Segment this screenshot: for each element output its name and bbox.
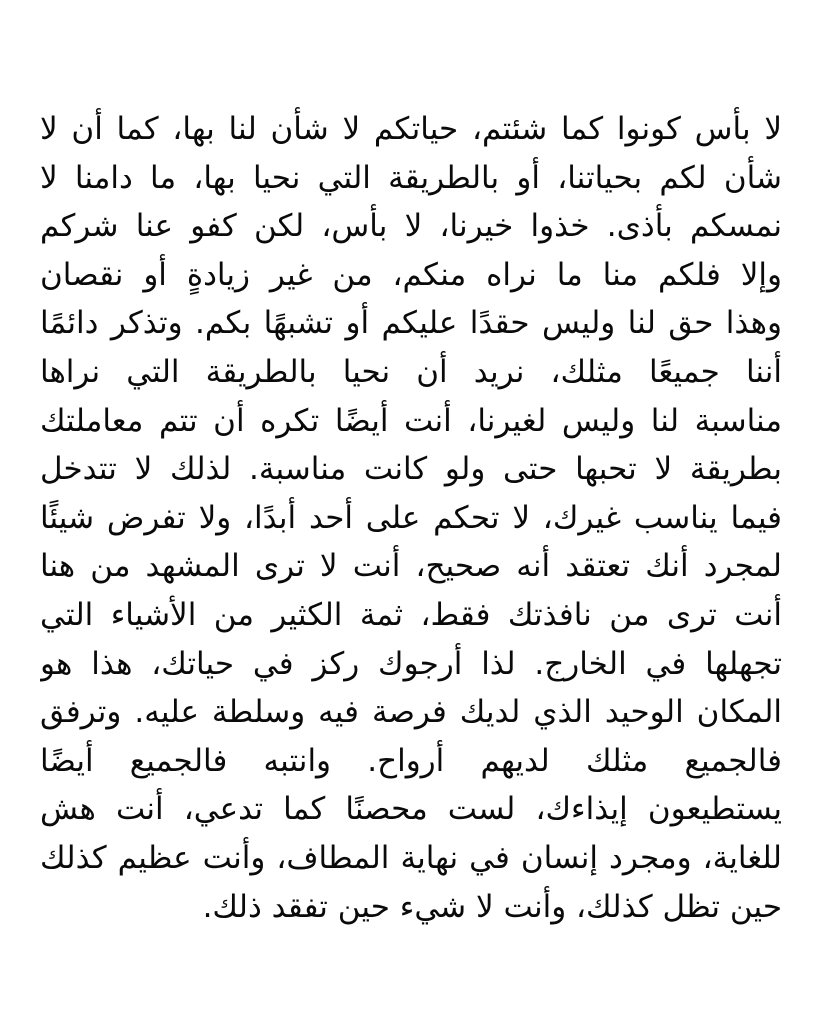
text-line: أننا جميعًا مثلك، نريد أن نحيا بالطريقة التي نراها: [40, 353, 782, 390]
text-line: للغاية، ومجرد إنسان في نهاية المطاف، وأنت عظيم كذلك: [40, 839, 782, 876]
text-line: لمجرد أنك تعتقد أنه صحيح، أنت لا ترى المشهد من هنا: [40, 548, 782, 585]
text-line: بطريقة لا تحبها حتى ولو كانت مناسبة. لذلك لا تتدخل: [40, 451, 782, 488]
text-line: فالجميع مثلك لديهم أرواح. وانتبه فالجميع أيضًا: [40, 742, 782, 779]
text-line: شأن لكم بحياتنا، أو بالطريقة التي نحيا بها، ما دامنا لا: [40, 159, 782, 196]
text-line: مناسبة لنا وليس لغيرنا، أنت أيضًا تكره أن تتم معاملتك: [40, 402, 782, 439]
text-line-last: حين تظل كذلك، وأنت لا شيء حين تفقد ذلك.: [202, 888, 782, 925]
text-line: لا بأس كونوا كما شئتم، حياتكم لا شأن لنا بها، كما أن لا: [40, 111, 782, 147]
text-line: تجهلها في الخارج. لذا أرجوك ركز في حياتك، هذا هو: [40, 645, 782, 682]
text-line: وإلا فلكم منا ما نراه منكم، من غير زيادةٍ أو نقصان: [40, 256, 782, 293]
text-line: المكان الوحيد الذي لديك فرصة فيه وسلطة عليه. وترفق: [40, 694, 782, 731]
paragraph: [40, 105, 782, 931]
text-line: فيما يناسب غيرك، لا تحكم على أحد أبدًا، ولا تفرض شيئًا: [40, 499, 782, 536]
text-line: أنت ترى من نافذتك فقط، ثمة الكثير من الأشياء التي: [40, 596, 782, 633]
text-line: وهذا حق لنا وليس حقدًا عليكم أو تشبهًا بكم. وتذكر دائمًا: [40, 305, 782, 342]
text-line: يستطيعون إيذاءك، لست محصنًا كما تدعي، أنت هش: [40, 791, 782, 828]
text-line: نمسكم بأذى. خذوا خيرنا، لا بأس، لكن كفو عنا شركم: [40, 208, 782, 245]
